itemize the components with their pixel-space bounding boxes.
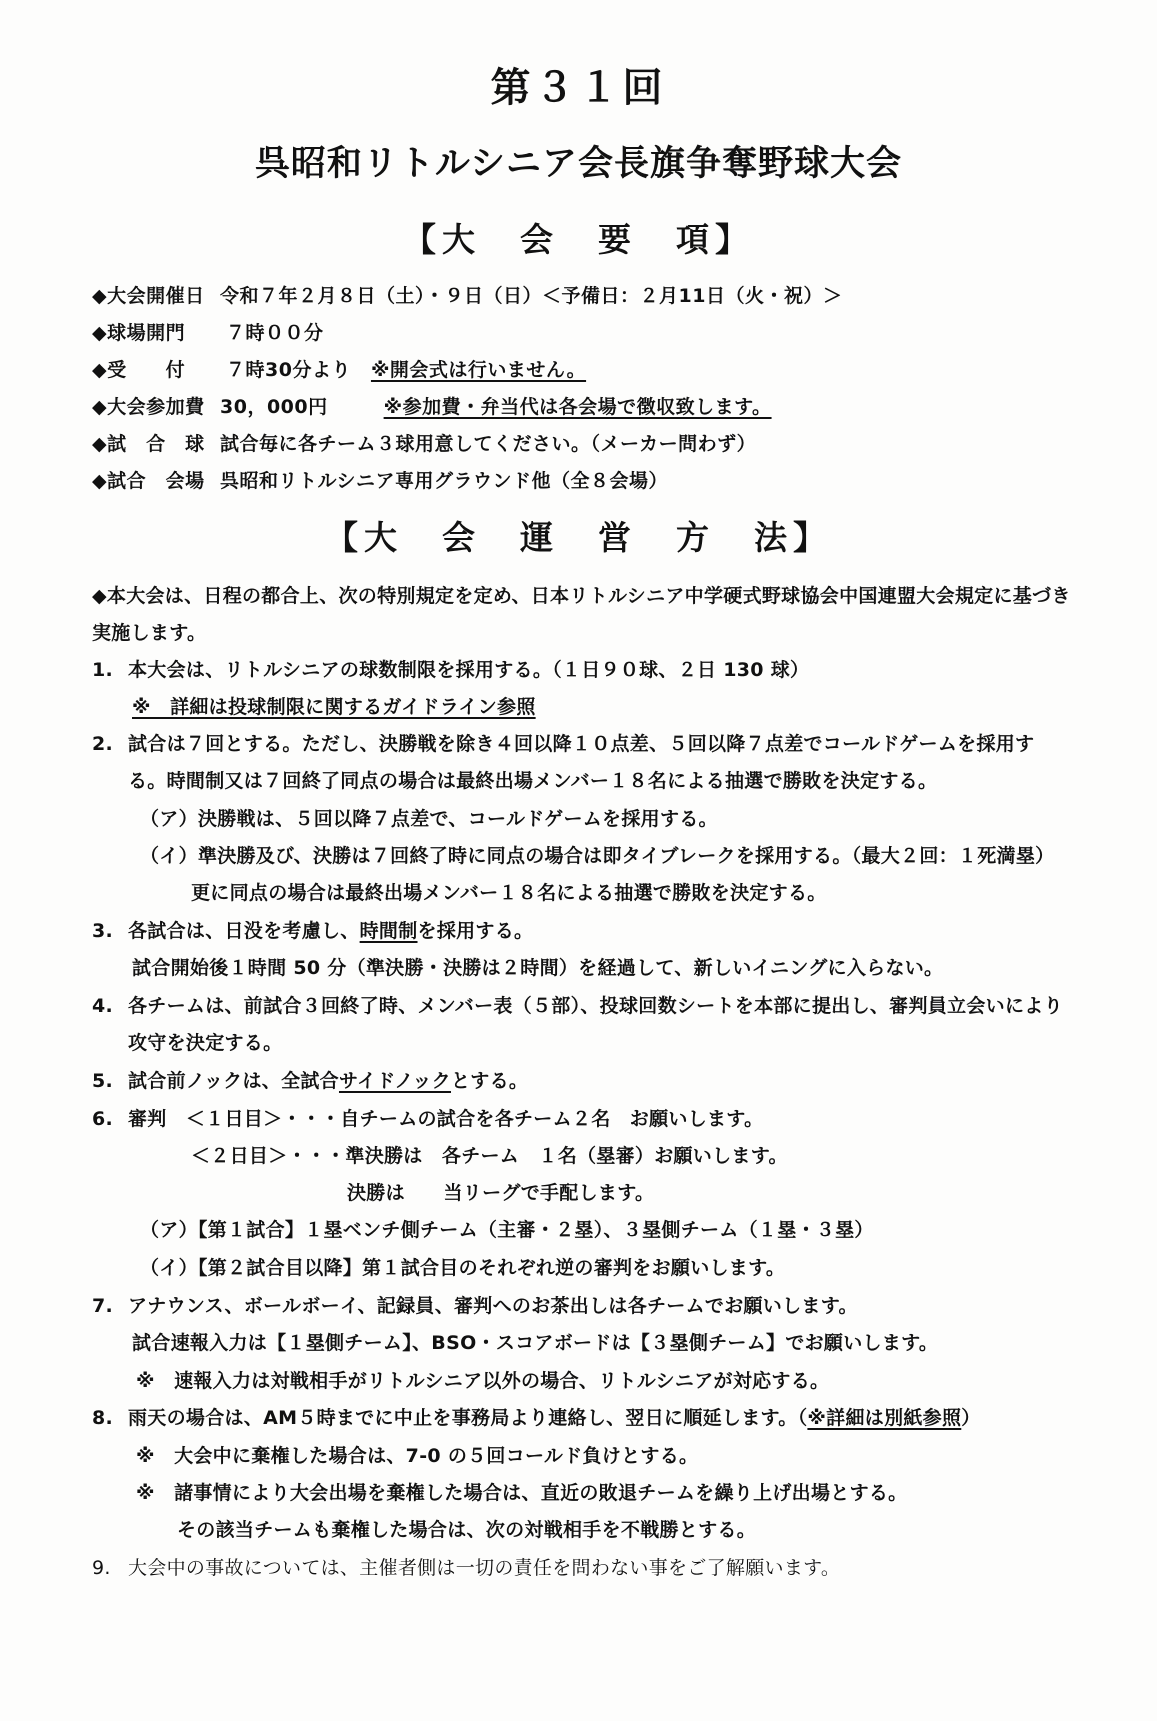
summary-reception-value: ７時30分より — [226, 359, 351, 381]
rule-8-number: 8. — [92, 1407, 114, 1429]
summary-venue-row — [92, 472, 668, 491]
rule-9-number: 9. — [92, 1557, 111, 1579]
rule-3 — [92, 922, 533, 941]
rule-8-text-pre: 雨天の場合は、AM５時までに中止を事務局より連絡し、翌日に順延します。（ — [128, 1407, 808, 1429]
rule-3-text-pre: 各試合は、日没を考慮し、 — [128, 920, 360, 942]
rule-7-number: 7. — [92, 1295, 114, 1317]
summary-ball-label: ◆試 合 球 — [92, 433, 205, 455]
rule-3-number: 3. — [92, 920, 114, 942]
rule-5-text-post: とする。 — [451, 1070, 529, 1092]
rule-5-text-pre: 試合前ノックは、全試合 — [128, 1070, 339, 1092]
section-title-overview: 【大 会 要 項】 — [403, 220, 754, 259]
rule-5-number: 5. — [92, 1070, 114, 1092]
rule-2-line2: る。時間制又は７回終了同点の場合は最終出場メンバー１８名による抽選で勝敗を決定する。 — [128, 770, 938, 792]
rule-1-number: 1. — [92, 659, 114, 681]
summary-ball-value: 試合毎に各チーム３球用意してください。（メーカー問わず） — [220, 433, 757, 455]
summary-fee-note: ※参加費・弁当代は各会場で徴収致します。 — [383, 396, 772, 418]
rule-8-note2: ※ 諸事情により大会出場を棄権した場合は、直近の敗退チームを繰り上げ出場とする。 — [136, 1482, 908, 1504]
rule-7-note: ※ 速報入力は対戦相手がリトルシニア以外の場合、リトルシニアが対応する。 — [136, 1370, 830, 1392]
tournament-title: 呉昭和リトルシニア会長旗争奪野球大会 — [254, 144, 903, 184]
rule-6-line2: ＜２日目＞・・・準決勝は 各チーム １名（塁審）お願いします。 — [191, 1145, 788, 1167]
rule-3-line2: 試合開始後１時間 50 分（準決勝・決勝は２時間）を経過して、新しいイニングに入らない。 — [132, 957, 944, 979]
rule-8-note3: その該当チームも棄権した場合は、次の対戦相手を不戦勝とする。 — [177, 1519, 757, 1541]
summary-gate-value: ７時００分 — [226, 322, 324, 344]
summary-gate-label: ◆球場開門 — [92, 322, 186, 344]
summary-fee-label: ◆大会参加費 — [92, 396, 205, 418]
rules-intro-line1: ◆本大会は、日程の都合上、次の特別規定を定め、日本リトルシニア中学硬式野球協会中国連盟大会規定に基づき — [92, 585, 1071, 607]
rule-2-line1: 試合は７回とする。ただし、決勝戦を除き４回以降１０点差、５回以降７点差でコールドゲームを採用す — [128, 733, 1035, 755]
rule-5-text-underlined: サイドノック — [338, 1070, 451, 1092]
rule-6-line3: 決勝は 当リーグで手配します。 — [347, 1182, 655, 1204]
rule-6-number: 6. — [92, 1108, 114, 1130]
rule-2-sub-a: （ア）決勝戦は、５回以降７点差で、コールドゲームを採用する。 — [140, 808, 718, 830]
rule-7 — [92, 1297, 858, 1316]
rule-4-line2: 攻守を決定する。 — [128, 1032, 283, 1054]
rule-2-number: 2. — [92, 733, 114, 755]
rule-3-text-underlined: 時間制 — [359, 920, 418, 942]
rule-8-text-post: ） — [961, 1407, 981, 1429]
rule-3-text-post: を採用する。 — [417, 920, 534, 942]
rule-8-text-underlined: ※詳細は別紙参照 — [807, 1407, 962, 1429]
rules-intro-line2: 実施します。 — [92, 622, 207, 644]
rule-8-note1: ※ 大会中に棄権した場合は、7-0 の５回コールド負けとする。 — [136, 1445, 699, 1467]
summary-reception-label: ◆受 付 — [92, 359, 186, 381]
rule-4 — [92, 997, 1063, 1016]
rule-6-sub-b: （イ）【第２試合目以降】第１試合目のそれぞれ逆の審判をお願いします。 — [140, 1257, 786, 1279]
rule-6-line1: 審判 ＜１日目＞・・・自チームの試合を各チーム２名 お願いします。 — [128, 1108, 764, 1130]
rule-9 — [92, 1559, 840, 1578]
rule-1-note: ※ 詳細は投球制限に関するガイドライン参照 — [132, 696, 536, 718]
summary-dates-row — [92, 287, 842, 306]
edition-heading: 第３１回 — [490, 65, 667, 111]
rule-2-sub-b: （イ）準決勝及び、決勝は７回終了時に同点の場合は即タイブレークを採用する。（最大２回：１死満塁） — [140, 845, 1055, 867]
rule-4-line1: 各チームは、前試合３回終了時、メンバー表（５部）、投球回数シートを本部に提出し、審判員立会いにより — [128, 995, 1063, 1017]
summary-fee-value: 30，000円 — [220, 396, 328, 418]
rule-7-line2: 試合速報入力は【１塁側チーム】、BSO・スコアボードは【３塁側チーム】でお願いします。 — [132, 1332, 939, 1354]
rule-2 — [92, 735, 1034, 754]
rule-4-number: 4. — [92, 995, 114, 1017]
section-title-operation: 【大 会 運 営 方 法】 — [325, 518, 832, 557]
rule-6 — [92, 1110, 763, 1129]
rule-6-sub-a: （ア）【第１試合】１塁ベンチ側チーム（主審・２塁）、３塁側チーム（１塁・３塁） — [140, 1219, 874, 1241]
summary-venue-label: ◆試合 会場 — [92, 470, 205, 492]
rule-2-sub-b-cont: 更に同点の場合は最終出場メンバー１８名による抽選で勝敗を決定する。 — [191, 882, 827, 904]
rule-1-text: 本大会は、リトルシニアの球数制限を採用する。（１日９０球、２日 130 球） — [128, 659, 810, 681]
rule-9-text: 大会中の事故については、主催者側は一切の責任を問わない事をご了解願います。 — [128, 1557, 841, 1579]
summary-dates-label: ◆大会開催日 — [92, 285, 205, 307]
rule-5 — [92, 1072, 528, 1091]
rule-8 — [92, 1409, 981, 1428]
summary-venue-value: 呉昭和リトルシニア専用グラウンド他（全８会場） — [220, 470, 669, 492]
summary-ball-row — [92, 435, 756, 454]
summary-gate-row — [92, 324, 324, 343]
summary-dates-value: 令和７年２月８日（土）・９日（日）＜予備日：２月11日（火・祝）＞ — [220, 285, 843, 307]
summary-fee-row — [92, 398, 772, 417]
rule-7-line1: アナウンス、ボールボーイ、記録員、審判へのお茶出しは各チームでお願いします。 — [128, 1295, 858, 1317]
rule-1 — [92, 661, 809, 680]
summary-reception-row — [92, 361, 586, 380]
summary-reception-note: ※開会式は行いません。 — [370, 359, 587, 381]
